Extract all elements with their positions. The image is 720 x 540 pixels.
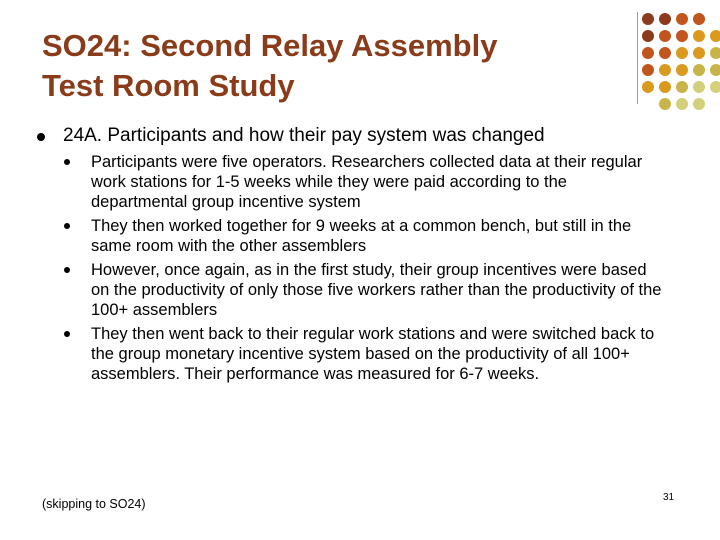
decor-dot (659, 98, 671, 110)
sub-bullet-item (64, 260, 664, 320)
decor-dot (676, 30, 688, 42)
decor-dot (710, 81, 720, 93)
sub-bullet-list (64, 152, 664, 388)
bullet-dot-icon (64, 223, 70, 229)
sub-bullet-item (64, 152, 664, 212)
sub-bullet-text: However, once again, as in the first study, their group incentives were based on the productivity of only those five workers rather than the productivity of the 100+ assemblers (91, 261, 662, 319)
decor-dot (676, 98, 688, 110)
decor-dot (693, 13, 705, 25)
decor-dot (642, 30, 654, 42)
sub-bullet-text: They then went back to their regular work stations and were switched back to the group monetary incentive system based on the productivity of all 100+ assemblers. Their performance was measured for 6-7 weeks. (91, 325, 655, 383)
footer-note: (skipping to SO24) (42, 497, 146, 511)
decor-dot (642, 64, 654, 76)
sub-bullet-text: Participants were five operators. Researchers collected data at their regular work stations for 1-5 weeks while they were paid according to the departmental group incentive system (91, 153, 643, 211)
slide-title-line-1: SO24: Second Relay Assembly (42, 28, 498, 63)
decor-dot (676, 64, 688, 76)
decor-dot (676, 81, 688, 93)
sub-bullet-item (64, 216, 664, 256)
decor-dot (693, 81, 705, 93)
main-bullet (37, 123, 697, 149)
decor-dot (676, 47, 688, 59)
slide-title-line-2: Test Room Study (42, 68, 295, 103)
decor-dot (710, 64, 720, 76)
decor-dot (659, 64, 671, 76)
sub-bullet-text: They then worked together for 9 weeks at a common bench, but still in the same room with the other assemblers (91, 217, 632, 255)
decor-dot (693, 98, 705, 110)
decor-dot (659, 47, 671, 59)
decor-dot (710, 47, 720, 59)
decor-dot (676, 13, 688, 25)
page-number: 31 (663, 492, 675, 503)
decor-dot (642, 13, 654, 25)
main-bullet-text: 24A. Participants and how their pay system was changed (63, 125, 545, 146)
bullet-dot-icon (64, 331, 70, 337)
sub-bullet-item (64, 324, 664, 384)
bullet-dot-icon (64, 159, 70, 165)
decor-dot (642, 47, 654, 59)
decor-dot (710, 30, 720, 42)
slide-title (42, 26, 602, 106)
decor-dot (693, 47, 705, 59)
decor-dot (659, 81, 671, 93)
decor-dot (642, 81, 654, 93)
decor-dot (693, 30, 705, 42)
bullet-dot-icon (64, 267, 70, 273)
decor-dot (693, 64, 705, 76)
decor-dot (659, 30, 671, 42)
title-divider-line (637, 12, 638, 104)
decor-dot (659, 13, 671, 25)
bullet-dot-icon (37, 133, 45, 141)
